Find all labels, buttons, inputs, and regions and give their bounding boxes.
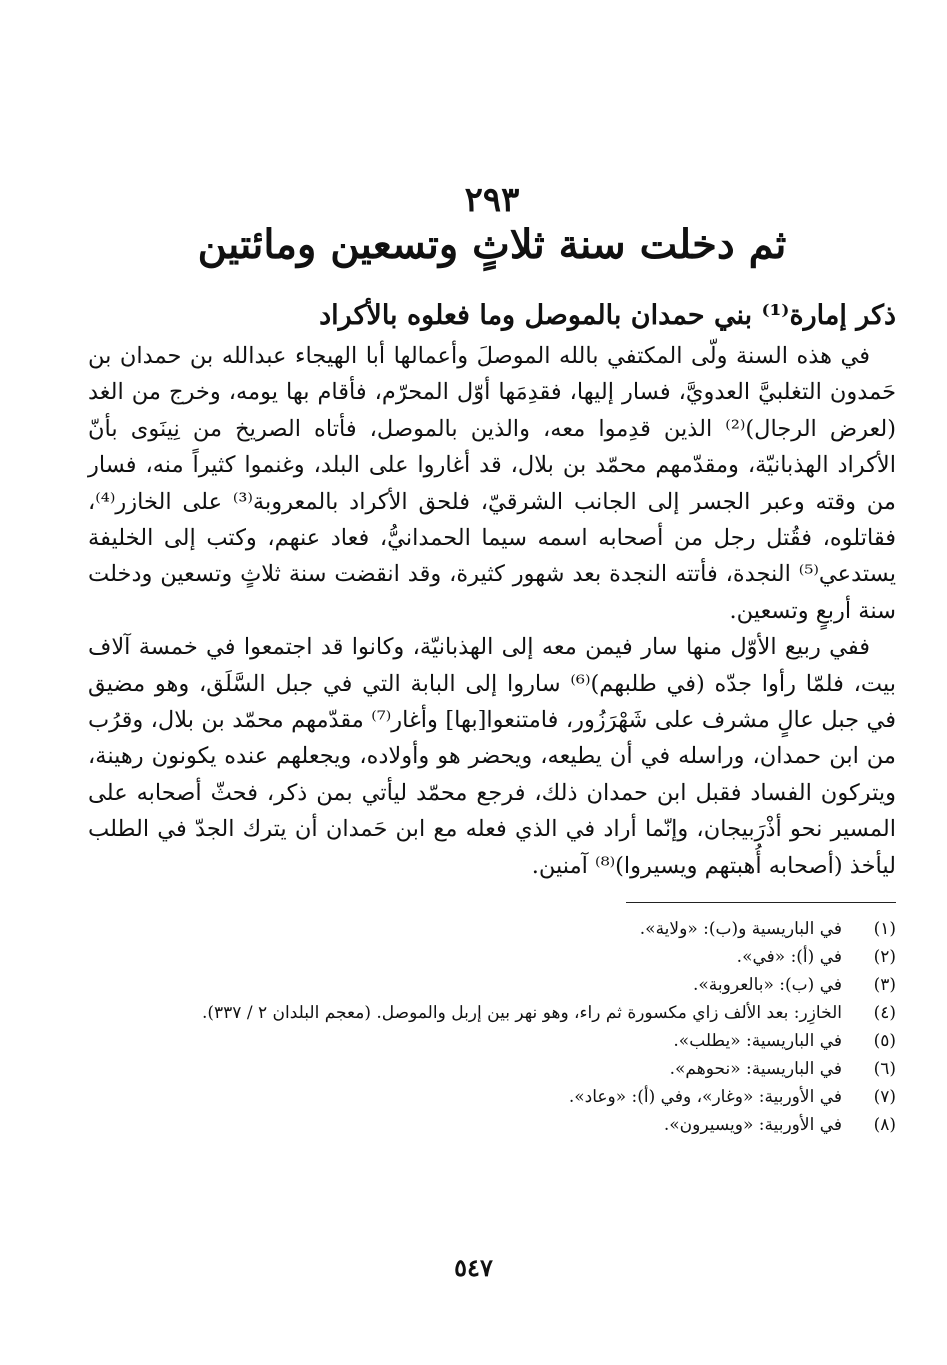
paragraph-1: في هذه السنة ولّى المكتفي بالله الموصلَ وأعمالها أبا الهيجاء عبدالله بن حمدان بن حَمدون التغلبيَّ العدويَّ، فسار إليها، فقدِمَها أوّل المحرّم، فأقام بها يومه، وخرج من الغد (لعرض الرجال)⁽²⁾ الذين قدِموا معه، والذين بالموصل، فأتاه الصريخ من نِينَوى بأنّ الأكراد الهذبانيّة، ومقدّمهم محمّد بن بلال، قد أغاروا على البلد، وغنموا كثيراً منه، فسار من وقته وعبر الجسر إلى الجانب الشرقيّ، فلحق الأكراد بالمعروبة⁽³⁾ على الخازر⁽⁴⁾، فقاتلوه، فقُتل رجل من أصحابه اسمه سيما الحمدانيُّ، فعاد عنهم، وكتب إلى الخليفة يستدعي⁽⁵⁾ النجدة، فأتته النجدة بعد شهور كثيرة، وقد انقضت سنة ثلاثٍ وتسعين ودخلت سنة أربعٍ وتسعين. xyxy=(88,343,896,624)
footnote-number: (٤) xyxy=(873,1003,896,1024)
footnote-text: في الأوربية: «وغار»، وفي (أ): «وعاد». xyxy=(568,1087,842,1108)
footnote-6 xyxy=(88,1055,896,1083)
footnote-text: في (ب): «بالعروبة». xyxy=(692,975,842,996)
footnote-8 xyxy=(88,1111,896,1139)
document-page xyxy=(88,150,896,1139)
footnote-number: (٨) xyxy=(873,1115,896,1136)
footnote-number: (٧) xyxy=(873,1087,896,1108)
footnote-2 xyxy=(88,943,896,971)
footnote-7 xyxy=(88,1083,896,1111)
paragraph-2: ففي ربيع الأوّل منها سار فيمن معه إلى الهذبانيّة، وكانوا قد اجتمعوا في خمسة آلاف بيت، فلمّا رأوا جدّه (في طلبهم)⁽⁶⁾ ساروا إلى البابة التي في جبل السَّلَق، وهو مضيق في جبل عالٍ مشرف على شَهْرَزُور، فامتنعوا[بها] وأغار⁽⁷⁾ مقدّمهم محمّد بن بلال، وقرُب من ابن حمدان، وراسله في أن يطيعه، ويحضر هو وأولاده، ويجعلهم عنده يكونون رهينة، ويتركون الفساد فقبل ابن حمدان ذلك، فرجع محمّد ليأتي بمن ذكر، فحثّ أصحابه على المسير نحو أذْرَبيجان، وإنّما أراد في الذي فعله مع ابن حَمدان أن يترك الجدّ في الطلب ليأخذ (أصحابه أُهبتهم ويسيروا)⁽⁸⁾ آمنين. xyxy=(88,634,896,879)
body-text xyxy=(88,338,896,884)
footnote-5 xyxy=(88,1027,896,1055)
section-heading: ذكر إمارة⁽¹⁾ بني حمدان بالموصل وما فعلوه بالأكراد xyxy=(319,300,896,331)
footnote-number: (٦) xyxy=(873,1059,896,1080)
footnote-text: في الباريسية: «يطلب». xyxy=(673,1031,842,1052)
year-heading: ٢٩٣ xyxy=(464,180,520,220)
footnote-number: (٣) xyxy=(873,975,896,996)
chapter-title: ثم دخلت سنة ثلاثٍ وتسعين ومائتين xyxy=(197,221,787,268)
footnote-3 xyxy=(88,971,896,999)
footnote-number: (٥) xyxy=(873,1031,896,1052)
footnote-text: في الأوربية: «ويسيرون». xyxy=(663,1115,842,1136)
footnotes xyxy=(88,915,896,1139)
footnote-divider xyxy=(626,902,896,903)
page-number: ٥٤٧ xyxy=(454,1253,493,1282)
footnote-text: في الباريسية و(ب): «ولاية». xyxy=(639,919,842,940)
footnote-number: (٢) xyxy=(873,947,896,968)
footnote-4 xyxy=(88,999,896,1027)
footnote-1 xyxy=(88,915,896,943)
footnote-text: في الباريسية: «نحوهم». xyxy=(669,1059,842,1080)
footnote-number: (١) xyxy=(873,919,896,940)
footnote-text: الخازِر: بعد الألف زاي مكسورة ثم راء، وهو نهر بين إربل والموصل. (معجم البلدان ٢ / ٣٣٧). xyxy=(201,1003,842,1024)
footnote-text: في (أ): «في». xyxy=(736,947,842,968)
